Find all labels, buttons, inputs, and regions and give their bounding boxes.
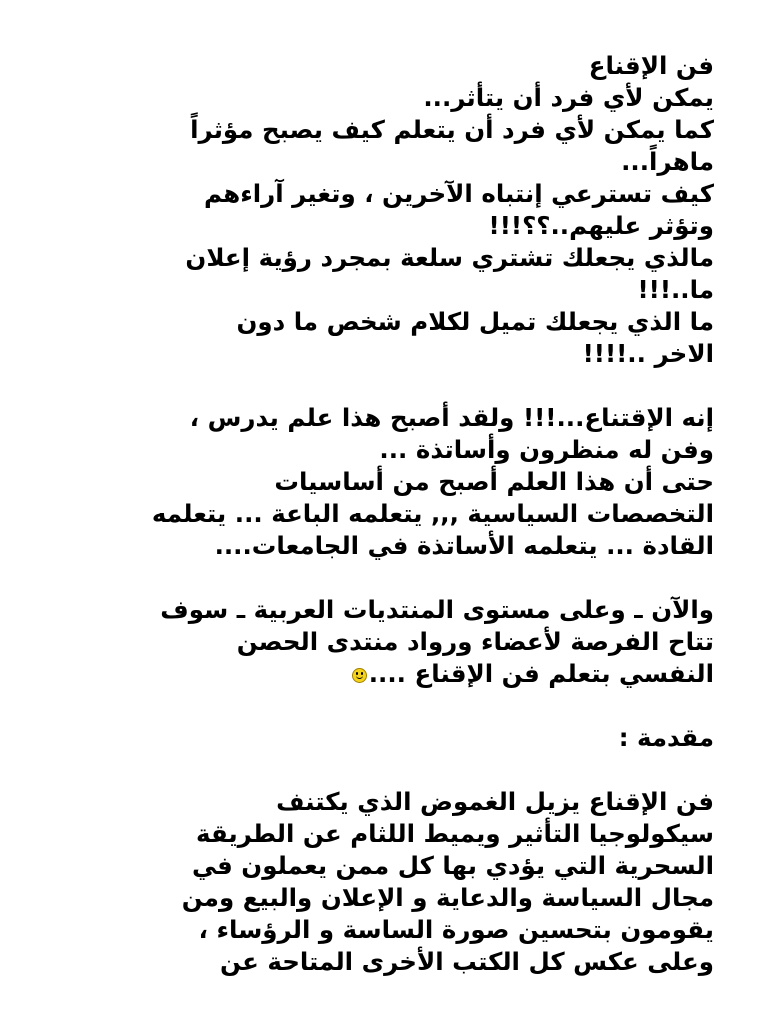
text-line: الاخر ..!!!! [582, 339, 714, 368]
document-title: فن الإقناع [588, 51, 714, 80]
text-line: وتؤثر عليهم..؟؟!!! [488, 211, 714, 240]
text-line: ما الذي يجعلك تميل لكلام شخص ما دون [236, 307, 714, 336]
text-line: التخصصات السياسية ,,, يتعلمه الباعة ... يتعلمه [151, 499, 714, 528]
text-line: تتاح الفرصة لأعضاء ورواد منتدى الحصن [236, 627, 714, 656]
text-line: وفن له منظرون وأساتذة ... [379, 435, 714, 464]
text-line-with-smiley [40, 658, 714, 690]
document-page [40, 50, 714, 978]
text-line: ماهراً... [621, 147, 714, 176]
text-line: مجال السياسة والدعاية و الإعلان والبيع ومن [181, 883, 714, 912]
text-line: حتى أن هذا العلم أصبح من أساسيات [274, 467, 714, 496]
section-heading: مقدمة : [618, 723, 714, 752]
text-line: ما..!!! [637, 275, 714, 304]
paragraph-spacer [40, 370, 714, 402]
paragraph-spacer [40, 754, 714, 786]
text-line: كما يمكن لأي فرد أن يتعلم كيف يصبح مؤثراً [190, 115, 714, 144]
text-line: القادة ... يتعلمه الأساتذة في الجامعات.... [214, 531, 714, 560]
text-line: كيف تسترعي إنتباه الآخرين ، وتغير آراءهم [204, 179, 714, 208]
paragraph-spacer [40, 562, 714, 594]
paragraph-spacer [40, 690, 714, 722]
text-line: مالذي يجعلك تشتري سلعة بمجرد رؤية إعلان [185, 243, 714, 272]
text-line: السحرية التي يؤدي بها كل ممن يعملون في [191, 851, 714, 880]
text-line: وعلى عكس كل الكتب الأخرى المتاحة عن [220, 947, 714, 976]
text-line: والآن ـ وعلى مستوى المنتديات العربية ـ سوف [160, 595, 714, 624]
smiley-face-icon [352, 668, 367, 683]
text-line: يقومون بتحسين صورة الساسة و الرؤساء ، [198, 915, 714, 944]
text-line: سيكولوجيا التأثير ويميط اللثام عن الطريقة [195, 819, 714, 848]
text-line: يمكن لأي فرد أن يتأثر... [423, 83, 714, 112]
text-line: إنه الإقتناع...!!! ولقد أصبح هذا علم يدرس ، [189, 403, 714, 432]
text-line: فن الإقناع يزيل الغموض الذي يكتنف [276, 787, 714, 816]
text-segment: النفسي بتعلم فن الإقناع .... [368, 659, 714, 688]
